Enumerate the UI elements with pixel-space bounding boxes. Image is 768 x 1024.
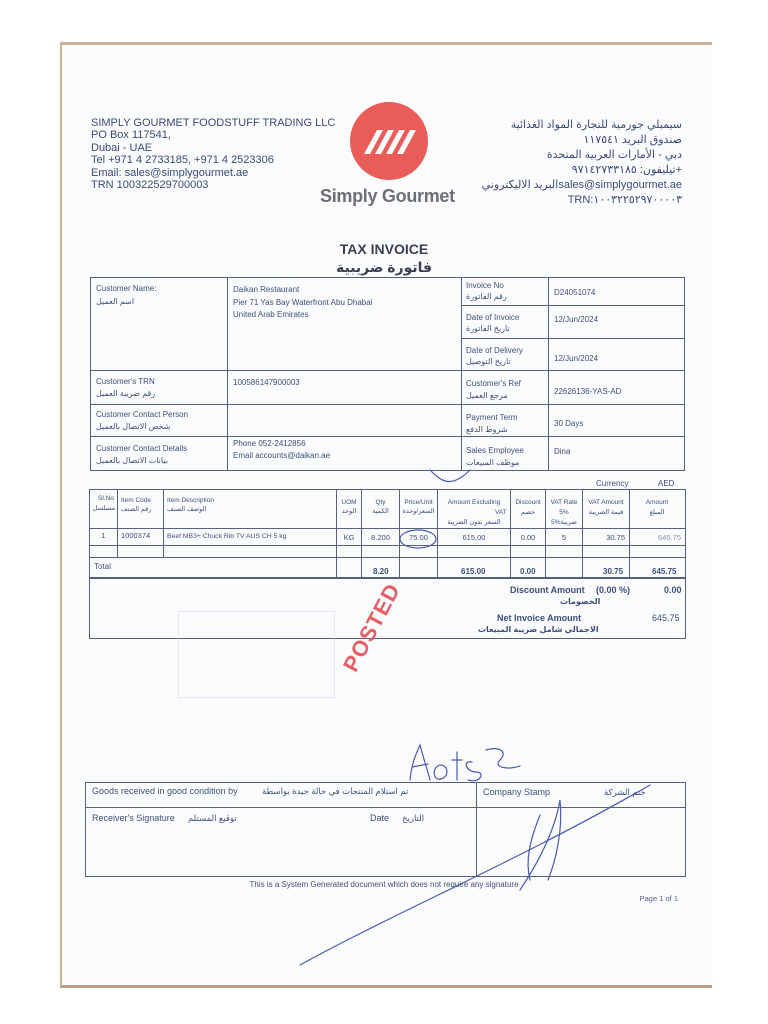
company-email: Email: sales@simplygourmet.ae	[91, 166, 249, 179]
customer-name-line-1: Daikan Restaurant	[233, 285, 300, 294]
col-amount-header-ar: المبلغ	[649, 509, 665, 516]
company-name-ar: سيمبلي جورمية للتجارة المواد الغذائية	[510, 119, 682, 131]
discount-amount-label-ar: الخصومات	[560, 597, 601, 606]
customer-trn-label-ar: رقم ضريبة العميل	[96, 389, 156, 398]
company-email-ar: sales@simplygourmet.aeالبريد الاليكتروني	[481, 179, 682, 191]
logo-text: Simply Gourmet	[320, 186, 455, 206]
sales-employee-label-ar: موظف المبيعات	[466, 458, 520, 467]
row-item-code: 1000374	[121, 531, 151, 540]
receipt-date-label: Date	[370, 813, 390, 823]
sales-employee-value: Dina	[554, 447, 571, 456]
date-of-delivery-value: 12/Jun/2024	[554, 354, 599, 363]
net-invoice-amount-value: 645.75	[652, 613, 680, 623]
date-of-delivery-label: Date of Delivery	[466, 346, 523, 355]
customer-name-line-3: United Arab Emirates	[233, 310, 309, 319]
receipt-date-label-ar: التاريخ	[402, 813, 425, 823]
invoice-no-label: Invoice No	[466, 281, 504, 290]
payment-term-label-ar: شروط الدفع	[466, 425, 508, 434]
col-uom-header: UOM	[341, 499, 357, 506]
total-label: Total	[94, 562, 111, 571]
col-excl-header-vat: VAT	[495, 509, 507, 516]
payment-term-value: 30 Days	[554, 419, 584, 428]
system-generated-note: This is a System Generated document which does not require any signature	[249, 880, 519, 889]
row-amount-excl-vat: 615.00	[462, 533, 486, 542]
currency-value: AED	[658, 479, 675, 488]
col-vat-rate-header-ar: 5%ضريبة	[551, 519, 577, 526]
net-invoice-amount-label: Net Invoice Amount	[497, 613, 582, 623]
col-sl-header-ar: مسلسل	[92, 505, 116, 512]
col-qty-header: Qty	[375, 499, 386, 506]
company-po-box: PO Box 117541,	[91, 129, 171, 142]
payment-term-label: Payment Term	[466, 413, 518, 422]
invoice-no-value: D24051074	[554, 288, 596, 297]
total-amount-excl-vat: 615.00	[461, 567, 486, 576]
col-vat-rate-header: VAT Rate	[550, 499, 578, 506]
goods-received-label-ar: تم استلام المنتجات في حالة جيدة بواسطة	[262, 786, 409, 796]
company-stamp-label-ar: ختم الشركة	[604, 787, 646, 797]
document-title-ar: فاتورة ضريبية	[335, 259, 433, 275]
col-excl-header-ar: السعر بدون الضريبة	[447, 519, 501, 526]
row-price: 75.00	[409, 533, 428, 542]
row-vat-rate: 5	[561, 533, 567, 542]
total-amount: 645.75	[652, 567, 677, 576]
row-item-description: Beef MB3+ Chuck Rib TV AUS CH 5 kg	[167, 533, 287, 540]
col-discount-header: Discount	[515, 499, 541, 506]
document-title: TAX INVOICE	[339, 241, 429, 257]
company-trn: TRN 100322529700003	[91, 179, 209, 192]
discount-amount-value: 0.00	[664, 585, 682, 595]
posted-stamp: POSTED	[338, 578, 406, 676]
total-vat-amount: 30.75	[603, 567, 624, 576]
total-discount: 0.00	[520, 567, 536, 576]
col-code-header-ar: رقم الصنف	[121, 506, 152, 513]
col-code-header: Item Code	[121, 497, 151, 504]
currency-label: Currency	[596, 479, 629, 488]
total-qty: 8.20	[373, 567, 389, 576]
date-of-invoice-label: Date of Invoice	[466, 313, 520, 322]
col-price-header-ar: السعر/وحدة	[402, 508, 435, 515]
company-city-ar: دبي - الأمارات العربية المتحدة	[546, 149, 682, 161]
contact-phone: Phone 052-2412856	[233, 439, 306, 448]
col-discount-header-ar: خصم	[521, 509, 535, 516]
row-uom: KG	[343, 533, 355, 542]
company-po-box-ar: صندوق البريد ١١٧٥٤١	[583, 134, 682, 146]
customer-trn-value: 100586147900003	[233, 378, 300, 387]
col-price-header: Price/Unit	[404, 499, 433, 506]
company-trn-ar: ١٠٠٣٢٢٥٢٩٧٠٠٠٠٣:TRN	[567, 194, 682, 206]
col-vat-rate-header-pct: 5%	[559, 509, 569, 516]
date-of-delivery-label-ar: تاريخ التوصيل	[466, 357, 511, 366]
sales-employee-label: Sales Employee	[466, 446, 524, 455]
row-qty: 8.200	[371, 533, 390, 542]
customer-name-label: Customer Name:	[96, 284, 157, 293]
col-vat-amount-header-ar: قيمة الضريبة	[588, 509, 624, 516]
date-of-invoice-label-ar: تاريخ الفاتورة	[466, 324, 510, 333]
customer-trn-label: Customer's TRN	[96, 377, 155, 386]
company-name: SIMPLY GOURMET FOODSTUFF TRADING LLC	[91, 117, 336, 129]
contact-person-label-ar: شخص الاتصال بالعميل	[96, 422, 171, 431]
date-of-invoice-value: 12/Jun/2024	[554, 315, 599, 324]
col-vat-amount-header: VAT Amount	[588, 499, 624, 506]
col-qty-header-ar: الكمية	[372, 508, 389, 515]
invoice-no-label-ar: رقم الفاتورة	[466, 292, 507, 301]
col-excl-header: Amount Excluding	[447, 499, 501, 506]
discount-amount-label: Discount Amount	[510, 585, 585, 595]
page-number: Page 1 of 1	[639, 894, 678, 903]
row-discount: 0.00	[520, 533, 536, 542]
customer-ref-label-ar: مرجع العميل	[466, 391, 508, 400]
company-city: Dubai - UAE	[91, 141, 153, 154]
col-sl-header: Sl.No	[98, 495, 114, 502]
customer-ref-label: Customer's Ref	[466, 379, 521, 388]
receiver-signature-label: Receiver's Signature	[92, 813, 175, 823]
row-amount: 645.75	[658, 533, 681, 542]
col-uom-header-ar: الوحد	[341, 508, 357, 515]
discount-percent: (0.00 %)	[596, 585, 631, 595]
company-tel-ar: +تيليفون: ٩٧١٤٢٧٣٣١٨٥	[571, 164, 682, 176]
net-invoice-amount-label-ar: الاجمالي شامل ضريبة المبيعات	[478, 625, 599, 634]
col-desc-header: Item Description	[167, 497, 214, 504]
contact-person-label: Customer Contact Person	[96, 410, 189, 419]
company-tel: Tel +971 4 2733185, +971 4 2523306	[91, 154, 274, 167]
receiver-signature-label-ar: توقيع المستلم	[188, 813, 237, 823]
contact-email: Email accounts@daikan.ae	[233, 451, 331, 460]
row-sl: 1	[101, 531, 106, 540]
col-desc-header-ar: الوصف الصنف	[167, 506, 207, 513]
company-stamp-label: Company Stamp	[483, 787, 551, 797]
contact-details-label: Customer Contact Details	[96, 444, 188, 453]
customer-ref-value: 22626136-YAS-AD	[554, 387, 622, 396]
goods-received-label: Goods received in good condition by	[92, 786, 238, 796]
customer-name-line-2: Pier 71 Yas Bay Waterfront Abu Dhabai	[233, 298, 373, 307]
row-vat-amount: 30.75	[606, 533, 625, 542]
contact-details-label-ar: بيانات الاتصال بالعميل	[96, 456, 168, 465]
customer-name-label-ar: اسم العميل	[96, 297, 135, 306]
col-amount-header: Amount	[645, 499, 669, 506]
